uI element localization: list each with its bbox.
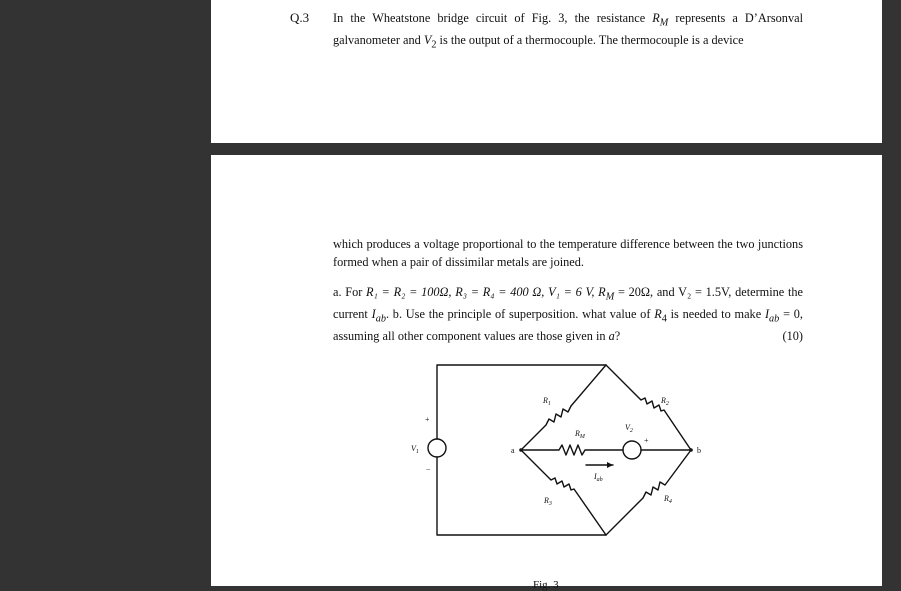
question-intro-text: In the Wheatstone bridge circuit of Fig. 3, the resistance $R_M$ represents a D’Arsonval galvanometer and $V_2$ is the output of a thermocouple. The thermocouple is a device — [333, 11, 803, 51]
r1-label: $R_1$ — [543, 396, 551, 407]
r1-resistor — [521, 365, 606, 450]
wire-top — [437, 365, 606, 439]
v2-label: $V_2$ — [625, 423, 633, 434]
v1-plus-sign: + — [425, 415, 430, 424]
v2-plus-sign: + — [644, 436, 649, 445]
v1-source-icon — [428, 439, 446, 457]
node-b-dot — [689, 448, 693, 452]
question-continuation-text: which produces a voltage proportional to the temperature difference between the two junctions formed when a pair of dissimilar metals are joined. — [333, 237, 803, 269]
question-part-text: a. For R₁ = R₂ = 100Ω, R₃ = R₄ = 400 Ω, V₁ = 6 V, $R_M = 20\Omega$, and V₂ = 1.5V, determine the current $I_{ab}$. b. Use the principle of superposition. what value of $R_4$ is needed to make $I_{ab} = 0$, assuming all other component values are those given in a? (10) — [333, 284, 803, 345]
marks-label: (10) — [782, 328, 803, 343]
node-a-label: a — [511, 446, 515, 455]
v1-minus-sign: − — [426, 465, 431, 474]
document-page-top — [211, 0, 882, 143]
wheatstone-bridge-diagram — [381, 355, 721, 575]
v1-label: $V_1$ — [411, 444, 419, 455]
r3-label: $R_3$ — [544, 496, 552, 507]
rm-resistor — [521, 445, 623, 455]
r4-resistor — [606, 450, 691, 535]
iab-label: $I_{ab}$ — [594, 472, 603, 483]
node-b-label: b — [697, 446, 701, 455]
figure-caption: Fig. 3 — [533, 579, 559, 591]
r2-label: $R_2$ — [661, 396, 669, 407]
question-number: Q.3 — [290, 10, 310, 25]
document-page-bottom — [211, 155, 882, 591]
wire-bottom — [437, 457, 606, 535]
r3-resistor — [521, 450, 606, 535]
iab-arrow-head — [607, 462, 613, 468]
v2-source-icon — [623, 441, 641, 459]
r4-label: $R_4$ — [664, 494, 672, 505]
rm-label: $R_M$ — [575, 429, 585, 440]
v2-minus-sign: − — [617, 446, 622, 455]
node-a-dot — [519, 448, 523, 452]
